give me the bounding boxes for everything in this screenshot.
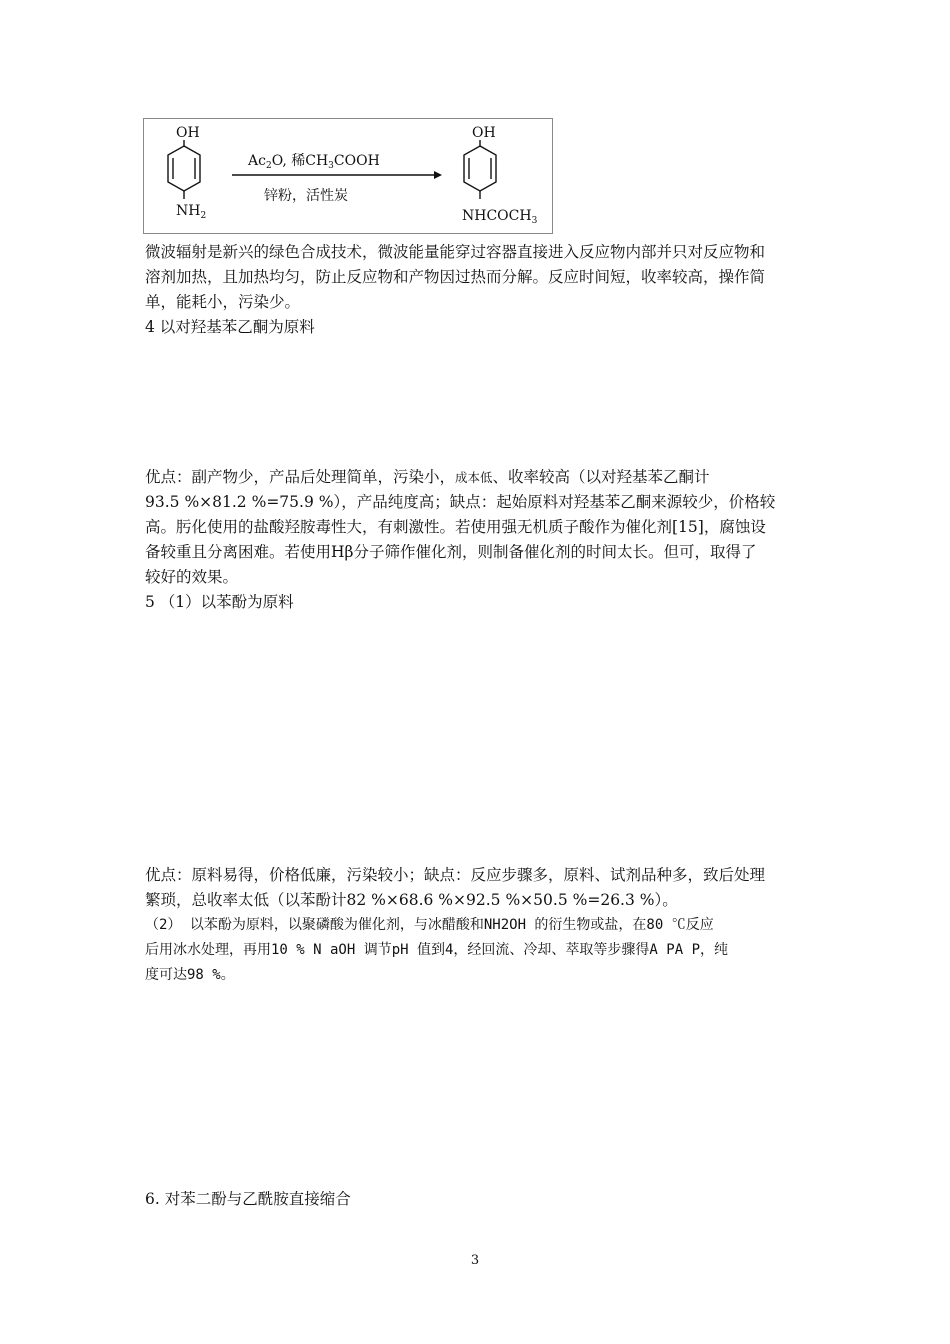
reagent-above-label: $Ac_2O$, 稀$CH_3COOH$	[248, 153, 380, 171]
reagent-below-label: 锌粉，活性炭	[264, 188, 348, 204]
product-oh-label: OH	[472, 125, 496, 141]
reaction-scheme	[143, 118, 553, 234]
reactant-nh2-label: $NH_2$	[176, 203, 207, 221]
product-ring	[464, 140, 496, 199]
text-line: 优点：原料易得，价格低廉，污染较小；缺点：反应步骤多，原料、试剂品种多，致后处理	[145, 866, 766, 884]
reactant-ring	[168, 140, 200, 199]
advantages-paragraph-4	[145, 465, 810, 590]
text-segment: 优点：副产物少，产品后处理简单，污染小，	[145, 468, 456, 486]
reaction-scheme-drawing	[144, 119, 554, 235]
page-number: 3	[470, 1253, 480, 1268]
text-line: （2） 以苯酚为原料，以聚磷酸为催化剂，与冰醋酸和NH2OH 的衍生物或盐，在80 ℃反应	[145, 917, 714, 933]
text-line	[145, 465, 810, 490]
text-line: 溶剂加热，且加热均匀，防止反应物和产物因过热而分解。反应时间短，收率较高，操作简	[145, 268, 766, 286]
text-line: 后用冰水处理，再用10 % N aOH 调节pH 值到4，经回流、冷却、萃取等步骤得A PA P，纯	[145, 942, 729, 958]
section-heading-6: 6. 对苯二酚与乙酰胺直接缩合	[145, 1190, 351, 1208]
section-heading-4: 4 以对羟基苯乙酮为原料	[145, 318, 315, 336]
text-line: 微波辐射是新兴的绿色合成技术，微波能量能穿过容器直接进入反应物内部并只对反应物和	[145, 243, 766, 261]
text-line: 较好的效果。	[145, 568, 239, 586]
reaction-arrow	[232, 171, 442, 179]
advantages-paragraph-5	[145, 863, 810, 913]
text-line: 单，能耗小，污染少。	[145, 293, 301, 311]
text-line: 繁琐，总收率太低（以苯酚计82 %×68.6 %×92.5 %×50.5 %=26.3 %）。	[145, 891, 678, 909]
text-line: 93.5 %×81.2 %=75.9 %），产品纯度高；缺点：起始原料对羟基苯乙酮来源较少，价格较	[145, 493, 776, 511]
text-segment: 、收率较高（以对羟基苯乙酮计	[492, 468, 710, 486]
reactant-oh-label: OH	[176, 125, 200, 141]
text-line: 度可达98 %。	[145, 967, 235, 983]
microwave-paragraph	[145, 240, 810, 315]
section-heading-5: 5 （1）以苯酚为原料	[145, 593, 294, 611]
product-nhcoch3-label: $NHCOCH_3$	[462, 208, 538, 226]
method-paragraph-5-2	[145, 913, 810, 988]
text-line: 高。肟化使用的盐酸羟胺毒性大，有刺激性。若使用强无机质子酸作为催化剂[15]，腐蚀设	[145, 518, 766, 536]
text-line: 备较重且分离困难。若使用Hβ分子筛作催化剂，则制备催化剂的时间太长。但可，取得了	[145, 543, 757, 561]
text-segment-small: 成本低	[455, 470, 493, 485]
